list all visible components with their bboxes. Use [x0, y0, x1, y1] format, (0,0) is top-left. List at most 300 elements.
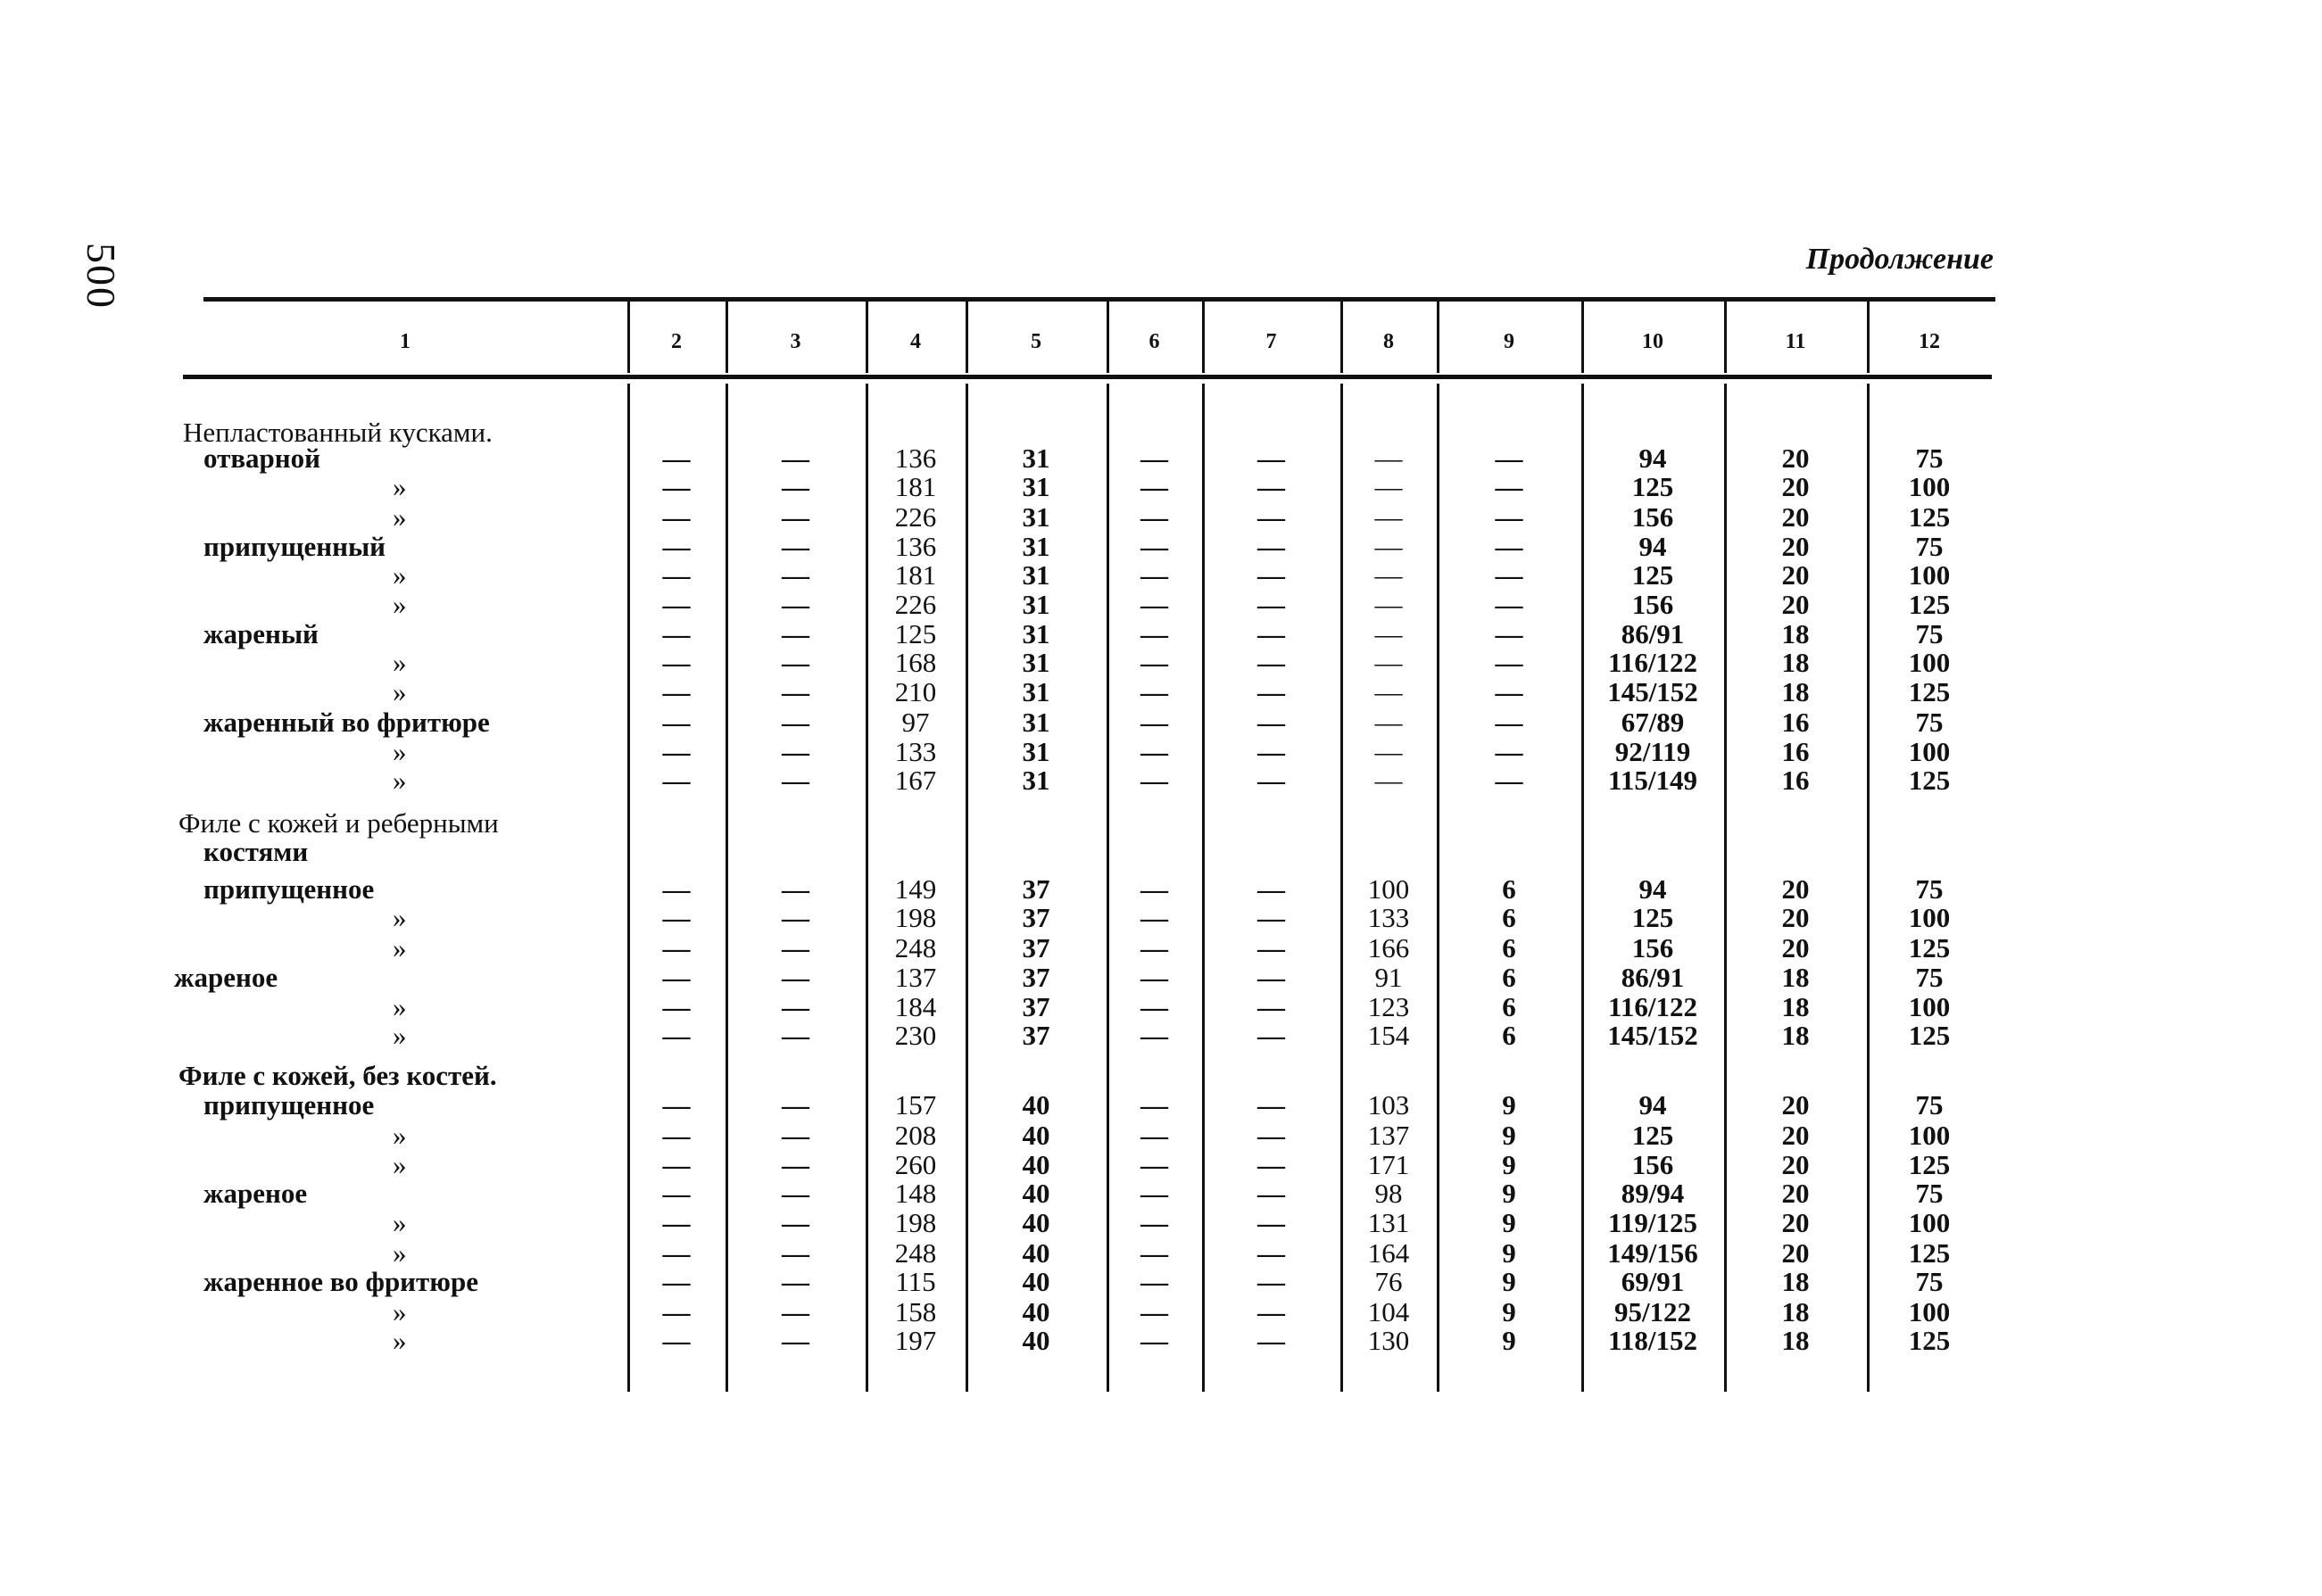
table-cell: 248: [894, 1237, 937, 1269]
table-cell: —: [782, 471, 809, 502]
column-header-5: 5: [1031, 329, 1041, 353]
table-cell: —: [1140, 442, 1168, 474]
row-label: жареное: [174, 962, 278, 993]
table-cell: —: [1257, 1325, 1285, 1356]
table-cell: —: [1374, 618, 1403, 649]
table-cell: 20: [1781, 559, 1810, 591]
table-cell: —: [1257, 1266, 1285, 1297]
table-cell: 137: [894, 962, 937, 993]
table-cell: 181: [894, 471, 937, 502]
table-cell: —: [1257, 1089, 1285, 1121]
row-label: Непластованный кусками.: [183, 417, 493, 448]
table-cell: —: [662, 736, 691, 767]
table-cell: 156: [1631, 589, 1674, 620]
table-cell: —: [782, 1120, 809, 1151]
table-cell: 40: [1022, 1089, 1050, 1121]
table-cell: —: [662, 1178, 691, 1209]
table-cell: —: [1140, 471, 1168, 502]
table-cell: 248: [894, 932, 937, 963]
table-cell: 18: [1781, 1266, 1810, 1297]
table-cell: 123: [1367, 991, 1410, 1022]
table-cell: 125: [1631, 1120, 1674, 1151]
table-cell: 16: [1781, 765, 1810, 796]
table-cell: 20: [1781, 1237, 1810, 1269]
table-cell: —: [662, 707, 691, 738]
table-cell: —: [782, 873, 809, 905]
table-cell: —: [1140, 676, 1168, 707]
table-cell: 100: [1908, 471, 1951, 502]
table-cell: —: [782, 1020, 809, 1051]
table-cell: —: [662, 1020, 691, 1051]
table-cell: 156: [1631, 501, 1674, 533]
column-header-12: 12: [1919, 329, 1940, 353]
row-label: жаренное во фритюре: [203, 1266, 478, 1297]
table-cell: 181: [894, 559, 937, 591]
table-cell: 100: [1908, 902, 1951, 933]
table-cell: —: [1140, 873, 1168, 905]
table-cell: 168: [894, 647, 937, 678]
table-cell: —: [1374, 736, 1403, 767]
table-cell: —: [662, 902, 691, 933]
table-cell: 9: [1502, 1207, 1516, 1238]
ditto-mark: »: [393, 1120, 407, 1151]
table-cell: 94: [1638, 442, 1667, 474]
table-cell: —: [1495, 676, 1523, 707]
table-cell: —: [782, 442, 809, 474]
ditto-mark: »: [393, 1207, 407, 1238]
header-bottom-rule: [183, 375, 1992, 379]
table-cell: 95/122: [1613, 1296, 1692, 1327]
table-cell: 157: [894, 1089, 937, 1121]
table-cell: —: [1257, 531, 1285, 562]
table-cell: 125: [894, 618, 937, 649]
table-cell: —: [782, 1296, 809, 1327]
table-cell: —: [1140, 1089, 1168, 1121]
table-cell: —: [1495, 501, 1523, 533]
table-cell: —: [1257, 1296, 1285, 1327]
table-cell: 148: [894, 1178, 937, 1209]
table-cell: 125: [1908, 589, 1951, 620]
table-cell: 125: [1908, 1020, 1951, 1051]
table-cell: —: [782, 902, 809, 933]
table-cell: 6: [1502, 873, 1516, 905]
table-cell: 91: [1374, 962, 1403, 993]
table-cell: 116/122: [1608, 991, 1697, 1022]
table-cell: 104: [1367, 1296, 1410, 1327]
table-cell: 31: [1022, 765, 1050, 796]
ditto-mark: »: [393, 676, 407, 707]
table-cell: —: [782, 765, 809, 796]
table-cell: 125: [1908, 932, 1951, 963]
table-cell: 92/119: [1614, 736, 1691, 767]
table-cell: —: [1140, 736, 1168, 767]
table-cell: 156: [1631, 932, 1674, 963]
table-cell: 184: [894, 991, 937, 1022]
table-cell: 20: [1781, 471, 1810, 502]
table-cell: 9: [1502, 1237, 1516, 1269]
table-cell: 115: [895, 1266, 936, 1297]
column-header-6: 6: [1149, 329, 1160, 353]
table-cell: 16: [1781, 707, 1810, 738]
table-cell: 31: [1022, 707, 1050, 738]
table-cell: 145/152: [1607, 1020, 1698, 1051]
table-cell: —: [782, 501, 809, 533]
table-cell: —: [782, 1325, 809, 1356]
table-cell: 100: [1908, 736, 1951, 767]
table-cell: 18: [1781, 1296, 1810, 1327]
row-label: костями: [203, 836, 309, 867]
table-cell: —: [662, 1237, 691, 1269]
table-cell: —: [1495, 647, 1523, 678]
table-cell: 76: [1374, 1266, 1403, 1297]
table-cell: —: [782, 531, 809, 562]
table-cell: 6: [1502, 932, 1516, 963]
table-cell: 97: [901, 707, 930, 738]
table-cell: 20: [1781, 442, 1810, 474]
table-cell: —: [782, 647, 809, 678]
table-cell: 6: [1502, 991, 1516, 1022]
table-cell: —: [782, 932, 809, 963]
table-cell: —: [662, 932, 691, 963]
table-cell: 260: [894, 1149, 937, 1180]
table-cell: 9: [1502, 1149, 1516, 1180]
table-cell: 94: [1638, 873, 1667, 905]
table-cell: 198: [894, 1207, 937, 1238]
table-cell: 75: [1915, 1266, 1944, 1297]
table-cell: —: [1140, 1120, 1168, 1151]
table-cell: 18: [1781, 991, 1810, 1022]
table-cell: 125: [1908, 1149, 1951, 1180]
table-cell: 20: [1781, 1120, 1810, 1151]
table-cell: —: [782, 1207, 809, 1238]
ditto-mark: »: [393, 1237, 407, 1269]
ditto-mark: »: [393, 647, 407, 678]
table-cell: —: [1257, 765, 1285, 796]
table-cell: 37: [1022, 962, 1050, 993]
column-header-4: 4: [910, 329, 921, 353]
table-cell: —: [662, 531, 691, 562]
table-cell: 31: [1022, 501, 1050, 533]
table-cell: —: [1257, 1237, 1285, 1269]
table-cell: —: [662, 1266, 691, 1297]
table-cell: —: [1140, 559, 1168, 591]
table-cell: 130: [1367, 1325, 1410, 1356]
table-cell: 137: [1367, 1120, 1410, 1151]
table-cell: —: [782, 1237, 809, 1269]
table-cell: 31: [1022, 618, 1050, 649]
table-cell: —: [1257, 1020, 1285, 1051]
table-cell: 9: [1502, 1120, 1516, 1151]
table-cell: —: [782, 559, 809, 591]
table-cell: 208: [894, 1120, 937, 1151]
table-cell: —: [1257, 501, 1285, 533]
table-cell: —: [1140, 1237, 1168, 1269]
table-cell: —: [662, 559, 691, 591]
table-cell: 40: [1022, 1325, 1050, 1356]
table-cell: 20: [1781, 1089, 1810, 1121]
table-cell: —: [782, 991, 809, 1022]
table-cell: 20: [1781, 589, 1810, 620]
table-cell: 100: [1367, 873, 1410, 905]
column-header-1: 1: [400, 329, 410, 353]
table-cell: —: [662, 442, 691, 474]
table-cell: —: [662, 962, 691, 993]
table-cell: 37: [1022, 991, 1050, 1022]
table-cell: —: [1257, 442, 1285, 474]
table-cell: —: [662, 1089, 691, 1121]
table-cell: —: [1140, 531, 1168, 562]
table-cell: —: [662, 1296, 691, 1327]
table-cell: 136: [894, 442, 937, 474]
table-cell: —: [1495, 442, 1523, 474]
ditto-mark: »: [393, 501, 407, 533]
table-cell: 158: [894, 1296, 937, 1327]
table-cell: 31: [1022, 471, 1050, 502]
table-cell: —: [1374, 442, 1403, 474]
table-cell: 166: [1367, 932, 1410, 963]
table-cell: —: [1495, 618, 1523, 649]
column-header-2: 2: [671, 329, 682, 353]
table-cell: 37: [1022, 873, 1050, 905]
table-cell: —: [782, 1149, 809, 1180]
table-cell: 116/122: [1608, 647, 1697, 678]
table-cell: 20: [1781, 1178, 1810, 1209]
table-cell: —: [662, 1120, 691, 1151]
table-cell: 69/91: [1621, 1266, 1685, 1297]
table-cell: —: [1257, 962, 1285, 993]
table-cell: —: [662, 471, 691, 502]
row-label: припущенное: [203, 873, 375, 905]
ditto-mark: »: [393, 1149, 407, 1180]
table-cell: —: [1257, 1149, 1285, 1180]
table-cell: —: [1257, 559, 1285, 591]
table-cell: —: [1374, 765, 1403, 796]
table-cell: 100: [1908, 559, 1951, 591]
table-cell: 149/156: [1607, 1237, 1698, 1269]
table-cell: 20: [1781, 932, 1810, 963]
ditto-mark: »: [393, 932, 407, 963]
table-cell: —: [1257, 589, 1285, 620]
table-cell: 100: [1908, 1120, 1951, 1151]
table-cell: 20: [1781, 531, 1810, 562]
table-cell: —: [782, 1266, 809, 1297]
table-cell: 40: [1022, 1237, 1050, 1269]
table-cell: 100: [1908, 991, 1951, 1022]
table-cell: —: [1140, 707, 1168, 738]
table-cell: —: [1140, 1149, 1168, 1180]
table-cell: 20: [1781, 501, 1810, 533]
table-cell: —: [1140, 1325, 1168, 1356]
table-cell: 75: [1915, 1178, 1944, 1209]
table-cell: —: [662, 676, 691, 707]
table-cell: 18: [1781, 1020, 1810, 1051]
ditto-mark: »: [393, 1296, 407, 1327]
table-cell: —: [662, 1207, 691, 1238]
table-cell: 20: [1781, 1207, 1810, 1238]
table-cell: 145/152: [1607, 676, 1698, 707]
table-cell: —: [1257, 676, 1285, 707]
table-cell: 9: [1502, 1296, 1516, 1327]
table-cell: —: [662, 1149, 691, 1180]
table-cell: 125: [1631, 902, 1674, 933]
page-number: 500: [79, 243, 124, 310]
table-cell: 9: [1502, 1325, 1516, 1356]
table-cell: 40: [1022, 1120, 1050, 1151]
table-cell: —: [662, 765, 691, 796]
table-cell: 40: [1022, 1149, 1050, 1180]
table-cell: 154: [1367, 1020, 1410, 1051]
table-cell: 171: [1367, 1149, 1410, 1180]
column-header-7: 7: [1265, 329, 1277, 353]
row-label: отварной: [203, 442, 321, 474]
table-cell: —: [1374, 531, 1403, 562]
table-cell: 230: [894, 1020, 937, 1051]
table-cell: 156: [1631, 1149, 1674, 1180]
table-cell: —: [662, 647, 691, 678]
table-cell: 31: [1022, 442, 1050, 474]
table-cell: 31: [1022, 736, 1050, 767]
table-cell: —: [1374, 589, 1403, 620]
table-cell: —: [1495, 736, 1523, 767]
ditto-mark: »: [393, 902, 407, 933]
table-cell: —: [1257, 618, 1285, 649]
table-cell: —: [1374, 707, 1403, 738]
table-cell: —: [1140, 902, 1168, 933]
table-cell: —: [662, 1325, 691, 1356]
table-cell: 75: [1915, 707, 1944, 738]
table-cell: 40: [1022, 1296, 1050, 1327]
ditto-mark: »: [393, 991, 407, 1022]
row-label: припущенное: [203, 1089, 375, 1121]
table-cell: —: [662, 873, 691, 905]
row-label: Филе с кожей и реберными: [178, 807, 499, 839]
row-label: припущенный: [203, 531, 386, 562]
table-cell: 167: [894, 765, 937, 796]
table-cell: 75: [1915, 442, 1944, 474]
row-label: Филе с кожей, без костей.: [178, 1060, 497, 1091]
column-header-10: 10: [1642, 329, 1663, 353]
table-cell: —: [1257, 707, 1285, 738]
ditto-mark: »: [393, 471, 407, 502]
table-cell: 20: [1781, 873, 1810, 905]
table-cell: 125: [1908, 1325, 1951, 1356]
table-cell: 118/152: [1608, 1325, 1697, 1356]
table-cell: 31: [1022, 676, 1050, 707]
table-cell: —: [1140, 1178, 1168, 1209]
table-cell: —: [1140, 647, 1168, 678]
ditto-mark: »: [393, 765, 407, 796]
table-cell: —: [1495, 531, 1523, 562]
table-cell: —: [1257, 991, 1285, 1022]
table-cell: 125: [1908, 676, 1951, 707]
continuation-label: Продолжение: [1805, 243, 1994, 276]
ditto-mark: »: [393, 1020, 407, 1051]
table-cell: 40: [1022, 1266, 1050, 1297]
table-cell: 31: [1022, 647, 1050, 678]
table-cell: 226: [894, 501, 937, 533]
table-cell: 31: [1022, 559, 1050, 591]
row-label: жареный: [203, 618, 319, 649]
table-cell: 9: [1502, 1178, 1516, 1209]
table-cell: —: [662, 991, 691, 1022]
table-cell: 197: [894, 1325, 937, 1356]
table-cell: —: [1140, 1266, 1168, 1297]
row-label: жаренный во фритюре: [203, 707, 490, 738]
table-cell: —: [1257, 1207, 1285, 1238]
table-cell: —: [1374, 559, 1403, 591]
table-cell: 6: [1502, 962, 1516, 993]
table-cell: 67/89: [1621, 707, 1685, 738]
table-cell: 198: [894, 902, 937, 933]
table-cell: 149: [894, 873, 937, 905]
table-cell: 133: [1367, 902, 1410, 933]
table-cell: —: [782, 962, 809, 993]
table-cell: —: [1140, 618, 1168, 649]
ditto-mark: »: [393, 1325, 407, 1356]
column-header-8: 8: [1383, 329, 1394, 353]
table-cell: 115/149: [1608, 765, 1697, 796]
table-cell: 136: [894, 531, 937, 562]
table-cell: —: [1140, 501, 1168, 533]
table-cell: 119/125: [1608, 1207, 1697, 1238]
table-cell: 75: [1915, 873, 1944, 905]
table-cell: —: [1140, 1296, 1168, 1327]
table-cell: —: [1140, 962, 1168, 993]
table-cell: 37: [1022, 902, 1050, 933]
table-cell: —: [1140, 991, 1168, 1022]
table-cell: 40: [1022, 1207, 1050, 1238]
table-cell: —: [1257, 932, 1285, 963]
table-cell: —: [1374, 471, 1403, 502]
table-cell: 103: [1367, 1089, 1410, 1121]
table-cell: 20: [1781, 902, 1810, 933]
table-cell: 31: [1022, 589, 1050, 620]
table-cell: 6: [1502, 902, 1516, 933]
table-cell: —: [1257, 647, 1285, 678]
table-cell: —: [782, 707, 809, 738]
table-cell: —: [1374, 647, 1403, 678]
table-cell: —: [782, 1089, 809, 1121]
table-cell: —: [1257, 1120, 1285, 1151]
table-cell: —: [1495, 589, 1523, 620]
table-cell: —: [1495, 765, 1523, 796]
column-header-11: 11: [1785, 329, 1806, 353]
table-cell: —: [1140, 589, 1168, 620]
ditto-mark: »: [393, 736, 407, 767]
table-cell: 98: [1374, 1178, 1403, 1209]
table-cell: —: [1374, 676, 1403, 707]
table-cell: —: [1140, 1020, 1168, 1051]
table-cell: 75: [1915, 962, 1944, 993]
table-cell: 20: [1781, 1149, 1810, 1180]
table-cell: —: [1140, 1207, 1168, 1238]
table-cell: 125: [1908, 1237, 1951, 1269]
table-cell: 89/94: [1621, 1178, 1685, 1209]
table-cell: 75: [1915, 1089, 1944, 1121]
table-cell: 75: [1915, 618, 1944, 649]
table-cell: 94: [1638, 531, 1667, 562]
table-cell: 100: [1908, 647, 1951, 678]
table-cell: —: [662, 501, 691, 533]
table-cell: —: [782, 1178, 809, 1209]
table-cell: —: [662, 618, 691, 649]
table-cell: 100: [1908, 1296, 1951, 1327]
table-cell: 125: [1631, 471, 1674, 502]
table-cell: 86/91: [1621, 618, 1685, 649]
table-cell: 75: [1915, 531, 1944, 562]
table-cell: 9: [1502, 1266, 1516, 1297]
column-header-3: 3: [790, 329, 801, 353]
